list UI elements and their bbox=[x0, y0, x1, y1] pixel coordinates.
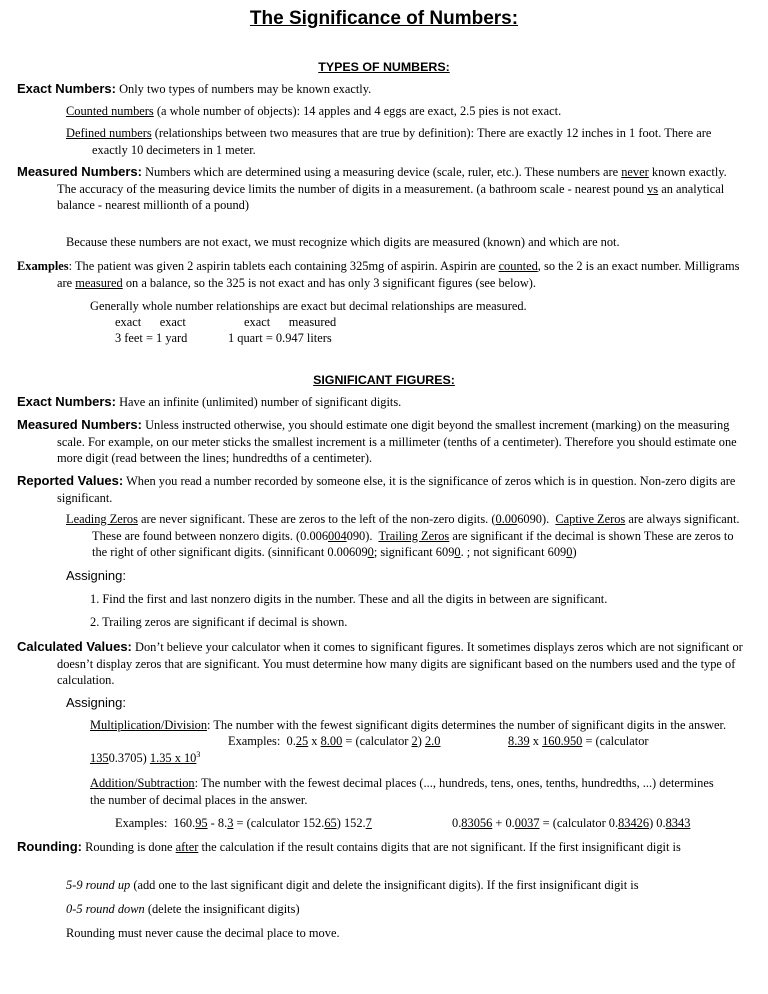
ex1-a-u: 25 bbox=[295, 734, 309, 748]
as-ex1-b: - 8. bbox=[207, 816, 228, 830]
measured-numbers-paragraph bbox=[17, 163, 747, 214]
trailing-example-end: ) bbox=[572, 545, 577, 560]
round-down-text: (delete the insignificant digits) bbox=[147, 902, 300, 916]
ex2-b: x bbox=[529, 734, 543, 748]
round-up-label: 5-9 round up bbox=[66, 878, 131, 892]
ex1-b: x bbox=[308, 734, 321, 748]
round-up-text: (add one to the last significant digit and delete the insignificant digits). If the first insignificant digit is bbox=[133, 878, 639, 892]
captive-example-underlined: 004 bbox=[328, 528, 347, 543]
sig-exact-label: Exact Numbers: bbox=[17, 394, 116, 409]
rounding-paragraph bbox=[17, 838, 752, 856]
zeros-paragraph bbox=[66, 511, 742, 561]
because-paragraph: Because these numbers are not exact, we must recognize which digits are measured (known) and which are not. bbox=[66, 235, 620, 249]
calculated-values-paragraph bbox=[17, 638, 752, 689]
sig-measured-label: Measured Numbers: bbox=[17, 417, 142, 432]
leading-zeros-text: are never significant. These are zeros to the left of the non-zero digits. ( bbox=[141, 512, 496, 526]
muldiv-example-2 bbox=[508, 733, 649, 750]
reported-values-paragraph bbox=[17, 472, 752, 506]
as-ex1-c-u: 65 bbox=[324, 816, 337, 830]
types-heading: TYPES OF NUMBERS: bbox=[318, 60, 450, 74]
sig-measured-text: Unless instructed otherwise, you should estimate one digit beyond the smallest increment (marking) on the measuring scale. For example, on our meter sticks the smallest increment is a millimeter (tenths of a centimeter). Therefore you should estimate one more digit (read between the lines; hundredths of a centimeter). bbox=[57, 418, 737, 466]
counted-word: counted bbox=[498, 259, 538, 273]
leading-example-rest: 6090). bbox=[517, 512, 550, 526]
round-down-label: 0-5 round down bbox=[66, 902, 145, 916]
trailing-zeros-text: are significant if the decimal is shown These are zeros to the right of other significant digits. (sinnificant 0.00609 bbox=[92, 528, 734, 560]
as-ex2-b-u: 0037 bbox=[514, 816, 540, 830]
generally-paragraph: Generally whole number relationships are exact but decimal relationships are measured. bbox=[90, 299, 527, 313]
counted-numbers-label: Counted numbers bbox=[66, 104, 154, 118]
trailing-example-mid2: . ; not significant 609 bbox=[460, 545, 567, 560]
calculated-values-text: Don’t believe your calculator when it comes to significant figures. It sometimes displays zeros which are not significant or doesn’t display zeros that are significant. You must determine how many digits are significant based on the numbers used and the type of calculation. bbox=[57, 640, 743, 688]
ex1-d-u: 2.0 bbox=[424, 734, 441, 748]
leading-zeros-label: Leading Zeros bbox=[66, 512, 138, 526]
as-ex2-a-u: 83056 bbox=[461, 816, 493, 830]
reported-values-text: When you read a number recorded by someone else, it is the significance of zeros which is in question. Non-zero digits are significant. bbox=[57, 474, 736, 505]
as-ex2-b: + 0. bbox=[492, 816, 515, 830]
defined-numbers-label: Defined numbers bbox=[66, 126, 152, 140]
muldiv-example-1 bbox=[228, 733, 440, 750]
round-up-paragraph bbox=[66, 877, 726, 894]
as-ex1-b-u: 3 bbox=[227, 816, 234, 830]
muldiv-text: : The number with the fewest significant digits determines the number of significant digits in the answer. bbox=[207, 718, 727, 732]
as-ex1-d: ) 152. bbox=[336, 816, 366, 830]
captive-example-rest: 090). bbox=[346, 528, 373, 543]
muldiv-examples-label: Examples: bbox=[228, 734, 281, 748]
addsub-text: : The number with the fewest decimal places (..., hundreds, tens, ones, tenths, hundredths, ...) determines the number of decimal places in the answer. bbox=[90, 776, 714, 807]
ex2-b-u: 160.950 bbox=[542, 734, 583, 748]
as-ex2-d-u: 8343 bbox=[665, 816, 691, 830]
measured-text-a: Numbers which are determined using a measuring device (scale, ruler, etc.). These numbers are bbox=[145, 165, 619, 179]
counted-numbers-text: (a whole number of objects): 14 apples and 4 eggs are exact, 2.5 pies is not exact. bbox=[156, 104, 562, 118]
assigning-label-2: Assigning: bbox=[66, 695, 126, 710]
as-ex1-c: = (calculator 152. bbox=[233, 816, 325, 830]
ex2-a-u: 8.39 bbox=[508, 734, 530, 748]
measured-word: measured bbox=[75, 275, 123, 290]
rounding-never-paragraph: Rounding must never cause the decimal place to move. bbox=[66, 926, 340, 940]
captive-zeros-text: are always significant. These are found between nonzero digits. (0.006 bbox=[92, 512, 740, 543]
round-down-paragraph bbox=[66, 901, 300, 918]
trailing-example-3-zero: 0 bbox=[566, 545, 573, 560]
rounding-label: Rounding: bbox=[17, 839, 82, 854]
ex2-answer: 1.35 x 10 bbox=[149, 751, 197, 765]
ex2-exponent: 3 bbox=[196, 749, 201, 759]
muldiv-example-2-cont bbox=[90, 750, 200, 767]
examples-label: Examples bbox=[17, 259, 69, 273]
relation-feet-yard: 3 feet = 1 yard bbox=[115, 331, 188, 345]
muldiv-label: Multiplication/Division bbox=[90, 718, 208, 732]
rounding-text-a: Rounding is done bbox=[85, 840, 173, 854]
muldiv-paragraph bbox=[90, 717, 730, 734]
examples-paragraph bbox=[17, 258, 747, 291]
assigning-rule-2: 2. Trailing zeros are significant if decimal is shown. bbox=[90, 615, 348, 629]
examples-text-a: : The patient was given 2 aspirin tablets each containing 325mg of aspirin. Aspirin are bbox=[68, 259, 496, 273]
relation-header-left: exact exact bbox=[115, 315, 186, 329]
addsub-paragraph bbox=[90, 775, 730, 808]
as-ex2-a: 0. bbox=[452, 816, 462, 830]
defined-numbers-paragraph bbox=[66, 125, 742, 158]
captive-zeros-label: Captive Zeros bbox=[555, 512, 626, 526]
after-word: after bbox=[175, 840, 199, 854]
ex1-c-u: 2 bbox=[411, 734, 418, 748]
measured-numbers-label: Measured Numbers: bbox=[17, 164, 142, 179]
calculated-values-label: Calculated Values: bbox=[17, 639, 132, 654]
reported-values-label: Reported Values: bbox=[17, 473, 124, 488]
vs-word: vs bbox=[647, 181, 659, 196]
addsub-label: Addition/Subtraction bbox=[90, 776, 195, 790]
addsub-example-1 bbox=[115, 815, 372, 832]
examples-text-c: on a balance, so the 325 is not exact and has only 3 significant figures (see below). bbox=[125, 275, 536, 290]
trailing-example-1-zero: 0 bbox=[367, 545, 374, 560]
rounding-text-b: the calculation if the result contains digits that are not significant. If the first insignificant digit is bbox=[201, 840, 681, 854]
as-ex1-a: Examples: 160. bbox=[115, 816, 196, 830]
exact-numbers-label: Exact Numbers: bbox=[17, 81, 116, 96]
ex1-a: 0. bbox=[286, 734, 296, 748]
page-title: The Significance of Numbers: bbox=[249, 8, 519, 29]
measured-text-c: an analytical balance - nearest millionth of a pound) bbox=[57, 181, 725, 213]
ex2-c: = (calculator bbox=[582, 734, 649, 748]
as-ex2-c: = (calculator 0. bbox=[539, 816, 619, 830]
never-word: never bbox=[621, 165, 649, 179]
sig-exact-text: Have an infinite (unlimited) number of significant digits. bbox=[119, 395, 402, 409]
assigning-rule-1: 1. Find the first and last nonzero digits in the number. These and all the digits in between are significant. bbox=[90, 592, 608, 606]
assigning-label-1: Assigning: bbox=[66, 568, 126, 583]
relation-quart-liters: 1 quart = 0.947 liters bbox=[228, 331, 332, 345]
defined-numbers-text: (relationships between two measures that are true by definition): There are exactly 12 inches in 1 foot. There are exactly 10 decimeters in 1 meter. bbox=[92, 126, 712, 157]
as-ex1-d-u: 7 bbox=[365, 816, 372, 830]
addsub-example-2 bbox=[452, 815, 690, 832]
examples-text-b: , so the 2 is an exact number. Milligrams are bbox=[57, 259, 740, 290]
leading-example-underlined: 0.00 bbox=[495, 512, 518, 526]
ex2-line2-u: 135 bbox=[90, 751, 109, 765]
sig-exact-paragraph bbox=[17, 393, 745, 411]
sigfigs-heading: SIGNIFICANT FIGURES: bbox=[313, 373, 455, 387]
as-ex1-a-u: 95 bbox=[195, 816, 208, 830]
measured-text-b: known exactly. The accuracy of the measuring device limits the number of digits in a measurement. (a bathroom scale - nearest pound bbox=[57, 165, 727, 196]
ex1-d: ) bbox=[417, 734, 425, 748]
exact-numbers-paragraph bbox=[17, 80, 745, 98]
as-ex2-c-u: 83426 bbox=[618, 816, 650, 830]
exact-numbers-text: Only two types of numbers may be known exactly. bbox=[119, 82, 372, 96]
trailing-zeros-label: Trailing Zeros bbox=[378, 528, 450, 543]
ex1-c: = (calculator bbox=[342, 734, 412, 748]
relation-header-right: exact measured bbox=[244, 315, 337, 329]
ex1-b-u: 8.00 bbox=[320, 734, 343, 748]
trailing-example-mid: ; significant 609 bbox=[373, 545, 455, 560]
as-ex2-d: ) 0. bbox=[649, 816, 666, 830]
trailing-example-2-zero: 0 bbox=[454, 545, 461, 560]
counted-numbers-paragraph bbox=[66, 103, 726, 120]
ex2-line2-rest: 0.3705) bbox=[108, 751, 150, 765]
sig-measured-paragraph bbox=[17, 416, 752, 467]
